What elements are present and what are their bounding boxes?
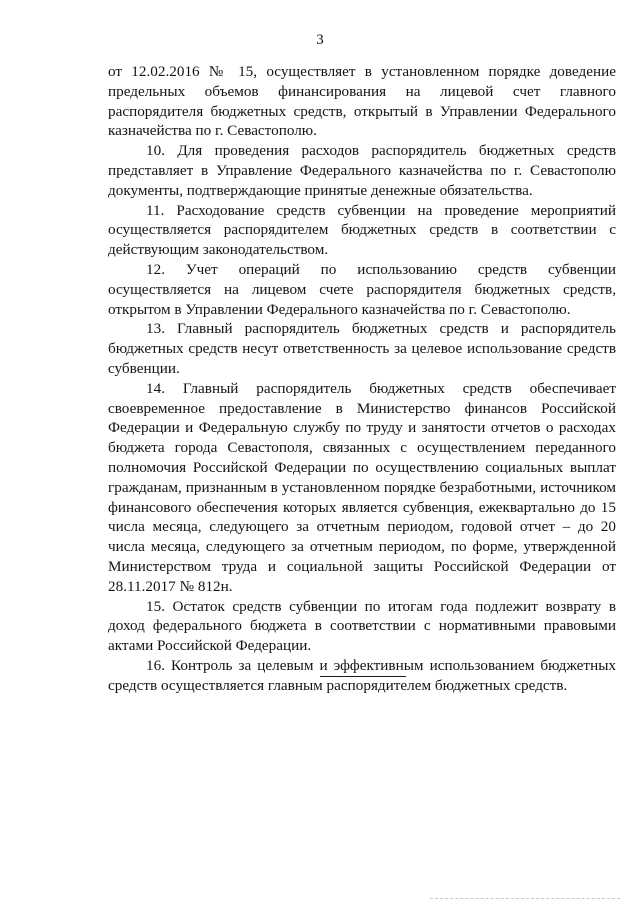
paragraph-11: 11. Расходование средств субвенции на проведение мероприятий осуществляется распорядителем бюджетных средств в соответствии с действующим законодательством. — [108, 201, 616, 259]
scan-edge-line — [430, 898, 620, 899]
page-number: 3 — [316, 32, 324, 48]
paragraph-16: 16. Контроль за целевым и эффективным использованием бюджетных средств осуществляется главным распорядителем бюджетных средств. — [108, 656, 616, 694]
paragraph-13: 13. Главный распорядитель бюджетных средств и распорядитель бюджетных средств несут ответственность за целевое использование средств субвенции. — [108, 320, 616, 377]
paragraph-14: 14. Главный распорядитель бюджетных средств обеспечивает своевременное предоставление в Министерство финансов Российской Федерации и Федеральную службу по труду и занятости отчетов о расходах бюджета города Севастополя, связанных с осуществлением переданного полномочия Российской Федерации по осуществлению социальных выплат гражданам, признанным в установленном порядке безработными, источником финансового обеспечения которых является субвенция, ежеквартально до 15 числа месяца, следующего за отчетным периодом, годовой отчет – до 20 числа месяца, следующего за отчетным периодом, по форме, утвержденной Министерством труда и социальной защиты Российской Федерации от 28.11.2017 № 812н. — [108, 379, 616, 595]
paragraph-continuation: от 12.02.2016 № 15, осуществляет в установленном порядке доведение предельных объемов финансирования на лицевой счет главного распорядителя бюджетных средств, открытый в Управлении Федерального казначейства по г. Севастополю. — [108, 63, 616, 140]
end-of-document-rule — [320, 676, 406, 677]
document-body — [108, 62, 616, 696]
paragraph-15: 15. Остаток средств субвенции по итогам года подлежит возврату в доход федерального бюджета в соответствии с нормативными правовыми актами Российской Федерации. — [108, 597, 616, 655]
paragraph-10: 10. Для проведения расходов распорядитель бюджетных средств представляет в Управление Федерального казначейства по г. Севастополю документы, подтверждающие принятые денежные обязательства. — [108, 142, 616, 199]
paragraph-12: 12. Учет операций по использованию средств субвенции осуществляется на лицевом счете распорядителя бюджетных средств, открытом в Управлении Федерального казначейства по г. Севастополю. — [108, 260, 616, 318]
